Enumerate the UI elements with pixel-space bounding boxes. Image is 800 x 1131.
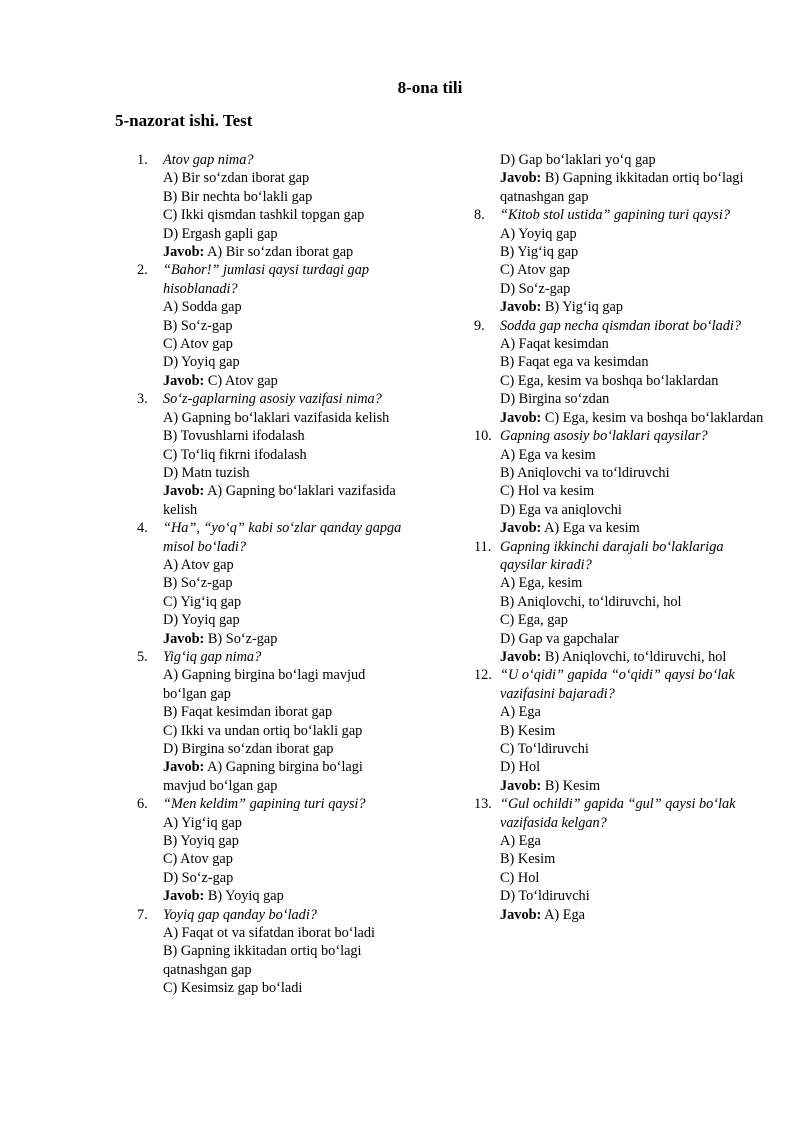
option-a: A) Ega va kesim [500,446,596,463]
option-a: A) Yig‘iq gap [163,814,242,831]
question-text: Sodda gap necha qismdan iborat bo‘ladi? [500,317,742,334]
question-1 [137,151,407,261]
question-text: “Kitob stol ustida” gapining turi qaysi? [500,207,730,224]
answer-line [500,409,764,427]
answer-line [163,887,407,905]
answer-label: Javob: [163,372,205,389]
question-text: “Gul ochildi” gapida “gul” qaysi bo‘lak vazifasida kelgan? [500,796,736,831]
option-b: B) So‘z-gap [163,575,233,592]
option-c: C) Ega, gap [500,612,568,629]
answer-value: A) Bir so‘zdan iborat gap [204,244,354,261]
answer-value: A) Ega [541,906,585,923]
answer-value: A) Ega va kesim [541,520,640,537]
option-d: D) Yoyiq gap [163,354,240,371]
option-d: D) Birgina so‘zdan iborat gap [163,741,334,757]
option-a: A) Sodda gap [163,299,242,316]
option-b: B) Tovushlarni ifodalash [163,428,305,445]
answer-value: C) Atov gap [204,372,278,389]
answer-line [500,169,764,206]
option-d: D) Ega va aniqlovchi [500,501,622,518]
option-a: A) Gapning bo‘laklari vazifasida kelish [163,409,390,426]
answer-label: Javob: [500,520,542,537]
option-a: A) Ega [500,833,541,850]
option-a: A) Faqat kesimdan [500,336,609,353]
question-5 [137,648,407,795]
option-c: C) Atov gap [500,262,570,279]
answer-line [163,372,407,390]
question-2 [137,261,407,390]
question-9 [474,317,764,427]
option-c: C) Atov gap [163,851,233,868]
answer-label: Javob: [500,299,542,316]
question-text: Atov gap nima? [163,152,254,168]
option-d: D) So‘z-gap [500,280,571,297]
question-text: “Men keldim” gapining turi qaysi? [163,796,366,813]
option-b: B) Faqat kesimdan iborat gap [163,704,333,721]
question-8 [474,206,764,316]
question-text: Gapning asosiy bo‘laklari qaysilar? [500,428,708,445]
answer-value: B) So‘z-gap [204,630,278,647]
question-13 [474,795,764,924]
question-4 [137,519,407,648]
answer-value: A) Gapning birgina bo‘lagi mavjud bo‘lgan gap [163,759,363,794]
answer-label: Javob: [163,888,205,905]
question-number: 6. [137,796,148,813]
document-title: 8-ona tili [397,78,463,97]
answer-line [500,906,764,924]
answer-value: B) Aniqlovchi, to‘ldiruvchi, hol [541,648,727,665]
option-d: D) Yoyiq gap [163,612,240,629]
option-b: B) Aniqlovchi va to‘ldiruvchi [500,464,670,481]
option-b: B) So‘z-gap [163,317,233,334]
question-text: “Bahor!” jumlasi qaysi turdagi gap hisoblanadi? [163,262,369,297]
question-6 [137,795,407,905]
option-b: B) Aniqlovchi, to‘ldiruvchi, hol [500,593,682,610]
option-d: D) Gap va gapchalar [500,630,619,647]
question-number: 10. [474,428,492,445]
question-number: 8. [474,207,485,224]
option-b: B) Faqat ega va kesimdan [500,354,649,371]
answer-line [500,519,764,537]
question-number: 7. [137,906,148,923]
question-10 [474,427,764,537]
question-text: “U o‘qidi” gapida “o‘qidi” qaysi bo‘lak vazifasini bajaradi? [500,667,735,702]
question-number: 5. [137,648,148,665]
question-12 [474,666,764,795]
answer-line [163,630,407,648]
option-a: A) Faqat ot va sifatdan iborat bo‘ladi [163,925,376,942]
answer-label: Javob: [163,630,205,647]
answer-line [500,777,764,795]
option-a: A) Yoyiq gap [500,225,577,242]
option-c: C) Hol va kesim [500,483,595,500]
option-b: B) Kesim [500,722,556,739]
question-text: So‘z-gaplarning asosiy vazifasi nima? [163,391,382,408]
test-subtitle: 5-nazorat ishi. Test [115,111,253,130]
question-text: Gapning ikkinchi darajali bo‘laklariga qaysilar kiradi? [500,538,724,573]
question-text: “Ha”, “yo‘q” kabi so‘zlar qanday gapga misol bo‘ladi? [163,520,402,555]
question-number: 4. [137,520,148,537]
option-b: B) Yig‘iq gap [500,244,579,261]
question-number: 11. [474,538,492,555]
question-text: Yig‘iq gap nima? [163,648,262,665]
question-text: Yoyiq gap qanday bo‘ladi? [163,906,317,923]
question-number: 1. [137,152,148,168]
answer-value: C) Ega, kesim va boshqa bo‘laklardan [541,409,764,426]
answer-label: Javob: [500,906,542,923]
option-a: A) Gapning birgina bo‘lagi mavjud bo‘lgan gap [163,667,366,702]
option-d: D) Ergash gapli gap [163,225,278,242]
right-column [474,151,764,924]
answer-line [500,648,764,666]
question-11 [474,538,764,667]
option-a: A) Bir so‘zdan iborat gap [163,170,310,187]
option-c: C) Ikki qismdan tashkil topgan gap [163,207,365,224]
option-c: C) To‘ldiruvchi [500,741,589,757]
option-b: B) Gapning ikkitadan ortiq bo‘lagi qatnashgan gap [163,943,362,978]
answer-label: Javob: [500,170,542,187]
answer-label: Javob: [500,648,542,665]
answer-label: Javob: [500,777,542,794]
option-a: A) Ega [500,704,541,721]
answer-line [163,482,407,519]
answer-value: B) Gapning ikkitadan ortiq bo‘lagi qatnashgan gap [500,170,744,205]
answer-value: B) Yoyiq gap [204,888,284,905]
option-c: C) Ikki va undan ortiq bo‘lakli gap [163,722,363,739]
option-d: D) Birgina so‘zdan [500,391,610,408]
option-a: A) Ega, kesim [500,575,583,592]
question-number: 2. [137,262,148,279]
answer-label: Javob: [163,759,205,776]
option-d: D) Hol [500,759,541,776]
question-number: 12. [474,667,492,684]
question-7 [137,906,407,998]
question-3 [137,390,407,519]
question-7-continued [474,151,764,206]
answer-line [500,298,764,316]
option-c: C) To‘liq fikrni ifodalash [163,446,307,463]
question-number: 13. [474,796,492,813]
answer-line [163,243,407,261]
option-b: B) Bir nechta bo‘lakli gap [163,188,313,205]
option-c: C) Yig‘iq gap [163,593,242,610]
answer-value: B) Yig‘iq gap [541,299,623,316]
answer-label: Javob: [163,483,205,500]
answer-label: Javob: [163,244,205,261]
option-c: C) Atov gap [163,336,233,353]
answer-line [163,758,407,795]
option-d: D) Gap bo‘laklari yo‘q gap [500,152,656,168]
option-d: D) So‘z-gap [163,869,234,886]
question-number: 3. [137,391,148,408]
answer-value: A) Gapning bo‘laklari vazifasida kelish [163,483,396,518]
question-number: 9. [474,317,485,334]
option-b: B) Kesim [500,851,556,868]
option-d: D) Matn tuzish [163,464,250,481]
answer-value: B) Kesim [541,777,601,794]
left-column [137,151,407,998]
option-d: D) To‘ldiruvchi [500,888,590,905]
option-c: C) Kesimsiz gap bo‘ladi [163,980,303,997]
answer-label: Javob: [500,409,542,426]
option-c: C) Ega, kesim va boshqa bo‘laklardan [500,372,719,389]
option-c: C) Hol [500,869,540,886]
option-a: A) Atov gap [163,556,234,573]
option-b: B) Yoyiq gap [163,833,239,850]
